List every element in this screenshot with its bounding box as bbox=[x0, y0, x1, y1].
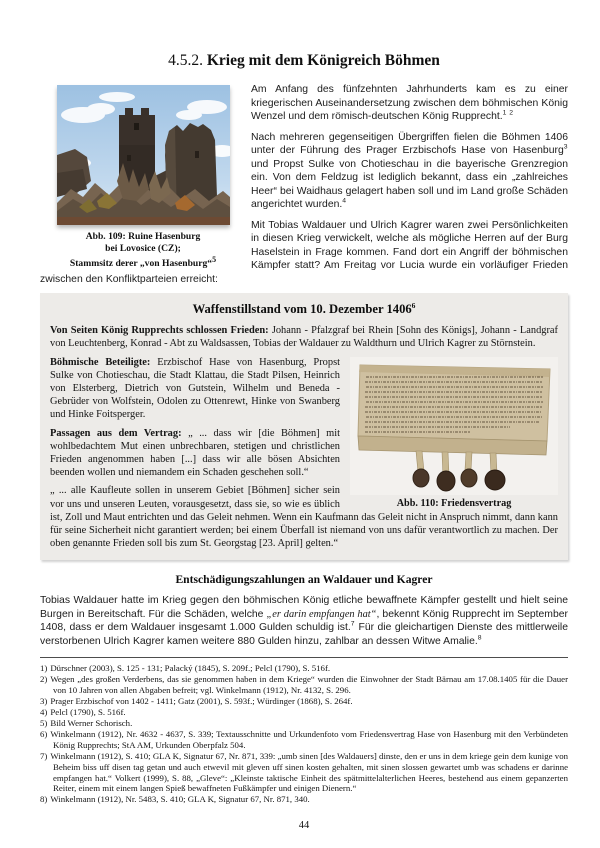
footnote-5 bbox=[40, 718, 568, 729]
caption-footnote-ref: 5 bbox=[212, 255, 217, 265]
section-number: 4.5.2. bbox=[168, 52, 203, 69]
parchment-charter-illustration bbox=[350, 357, 558, 495]
text-rupprecht-side: Johann - Pfalzgraf bei Rhein [Sohn des Königs], Johann - Landgraf von Leuchtenberg, Konrad - Abt zu Waldsassen, Tobias der Waldauer zu Waldthurn und Ulrich Kagrer zu Störnstein. bbox=[50, 325, 558, 350]
section-heading-compensation: Entschädigungszahlungen an Waldauer und Kagrer bbox=[175, 573, 433, 587]
lead-bohemian-side: Böhmische Beteiligte: bbox=[50, 356, 151, 368]
page-title bbox=[40, 52, 568, 70]
intro-2-text-b: und Propst Sulke von Chotieschau in die bayerische Grenzregion ein. Von dem Feldzug ist lediglich bekannt, dass ein „zahlreiches Heer“ bei Waidhaus gelagert haben soll und im Land große Schäden angerichtet wurden. bbox=[251, 158, 568, 210]
footnote-3-text: Prager Erzbischof von 1402 - 1411; Gatz (2001), S. 593f.; Würdinger (1868), S. 264f. bbox=[50, 696, 353, 707]
footnote-7-text: Winkelmann (1912), S. 410; GLA K, Signatur 67, Nr. 871, 339: „umb sinen [des Waldauers] dinste, den er uns in dem kriege gein dem kunige von Beheim biss uff disen tag getan und auch etwevil mit gleven uff sinen kosten gehalten, mit sinen slossen gewartet umb was schadens er darinne empfangen hat.“ Volkert (1999), S. 88, „Gleve“: „Kleinste taktische Einheit des spätmittelalterlichen Heeres, bestehend aus einem gepanzerten Reiter, einem mit einem langen Spieß bewaffneten Fußkämpfer und einigen Dienern.“ bbox=[50, 750, 568, 794]
footnote-4-number: 4) bbox=[40, 707, 48, 718]
footnote-3-number: 3) bbox=[40, 696, 48, 707]
caption-line-2: bei Lovosice (CZ); bbox=[105, 242, 181, 254]
footnote-7-number: 7) bbox=[40, 750, 48, 761]
footnote-7 bbox=[40, 751, 568, 795]
intro-2-text-a: Nach mehreren gegenseitigen Übergriffen fielen die Böhmen 1406 unter der Führung des Prager Erzbischofs Hase von Hasenburg bbox=[251, 131, 568, 156]
footnote-1 bbox=[40, 663, 568, 674]
footnote-4-text: Pelcl (1790), S. 516f. bbox=[50, 707, 126, 718]
footnote-8 bbox=[40, 794, 568, 805]
compensation-text-a: Tobias Waldauer hatte im Krieg gegen den böhmischen König etliche bewaffnete Kämpfer gestellt und hielt seine Burgen in Bereitschaft. Für die Schäden, welche bbox=[40, 595, 568, 620]
paragraph-intro-3: Mit Tobias Waldauer und Ulrich Kagrer waren zwei Persönlichkeiten in diesen Krieg verwickelt, welche als mögliche Herren auf der Burg Haselstein in Frage kommen. Fand dort ein Angriff der böhmischen Kämpfer statt? Am Freitag vor Lucia wurde ein vorläufiger Frieden zwischen den Konfliktparteien erreicht: bbox=[40, 219, 568, 285]
footnote-2-text: Wegen „des großen Verderbens, das sie genommen haben in dem Kriege“ wurden die Einwohner der Stadt Bärnau am 17.08.1405 für die Dauer von 10 Jahren von allen Abgaben befreit; vgl. Winkelmann (1912), Nr. 4132, S. 296. bbox=[50, 674, 568, 696]
footnote-ref-7: 7 bbox=[350, 620, 356, 628]
footnote-4 bbox=[40, 707, 568, 718]
compensation-quote-italic: „er darin empfangen hat“ bbox=[266, 608, 377, 620]
footnote-8-text: Winkelmann (1912), Nr. 5483, S. 410; GLA K, Signatur 67, Nr. 871, 340. bbox=[50, 794, 310, 805]
footnote-separator-rule bbox=[40, 657, 568, 658]
caption-line-1: Abb. 109: Ruine Hasenburg bbox=[85, 231, 201, 242]
footnote-6-number: 6) bbox=[40, 728, 48, 739]
text-treaty-passages: „ ... dass wir [die Böhmen] mit wohlbedachtem Mut einen unbrechbaren, stetigen und christlichen Frieden angenommen haben [...] dass wir alle bösen Absichten beenden wollen und niemandem ein Schaden geschehen soll.“ bbox=[50, 427, 341, 479]
footnote-3 bbox=[40, 696, 568, 707]
paragraph-rupprecht-side bbox=[50, 324, 558, 350]
paragraph-treaty-quote-2: „ ... alle Kaufleute sollen in unserem Gebiet [Böhmen] sicher sein vor uns und unseren Leuten, vorausgesetzt, dass sie, so wie es üblich ist, Zoll und Maut entrichten und das Geleit nehmen. Wenn ein Kaufmann das Geleit nicht in Anspruch nimmt, dann kann für seine Sicherheit nicht garantiert werden; bei einem Überfall ist niemand von uns dafür verantwortlich zu machen. Der oben genannte Frieden soll bis zum St. Georgstag [23. April] gelten.“ bbox=[50, 485, 558, 550]
footnote-8-number: 8) bbox=[40, 794, 48, 805]
intro-section bbox=[40, 83, 568, 286]
figure-ruine-hasenburg bbox=[48, 85, 238, 270]
friedensvertrag-photo bbox=[350, 357, 558, 495]
footnote-1-text: Dürschner (2003), S. 125 - 131; Palacký (1845), S. 209f.; Pelcl (1790), S. 516f. bbox=[50, 663, 331, 674]
castle-ruin-illustration bbox=[57, 85, 230, 225]
armistice-box-title bbox=[50, 301, 558, 317]
footnote-ref-3: 3 bbox=[563, 143, 568, 151]
armistice-box bbox=[40, 293, 568, 560]
lead-rupprecht-side: Von Seiten König Rupprechts schlossen Frieden: bbox=[50, 325, 269, 337]
footnote-6 bbox=[40, 729, 568, 751]
footnote-ref-6: 6 bbox=[411, 301, 416, 310]
footnotes-block bbox=[40, 663, 568, 805]
paragraph-compensation bbox=[40, 594, 568, 648]
footnote-2 bbox=[40, 674, 568, 696]
armistice-title-text: Waffenstillstand vom 10. Dezember 1406 bbox=[192, 302, 412, 317]
section-title-text: Krieg mit dem Königreich Böhmen bbox=[206, 52, 440, 69]
footnote-ref-1-2: 1 2 bbox=[502, 109, 514, 117]
ruine-hasenburg-photo bbox=[57, 85, 230, 225]
footnote-6-text: Winkelmann (1912), Nr. 4632 - 4637, S. 339; Textausschnitte und Urkundenfoto vom Friedensvertrag Hase von Hasenburg mit den Verbündeten König Rupprechts; StA AM, Urkunden Oberpfalz 504. bbox=[50, 728, 568, 750]
page-number: 44 bbox=[298, 820, 310, 832]
text-bohemian-side: Erzbischof Hase von Hasenburg, Propst Sulke von Chotieschau, die Stadt Klattau, die Stadt Pilsen, Heinrich von Elsterberg, Dietrich von Gutstein, Wilhelm und Beneda - Gebrüder von Wolfstein, Odolen zu Ottenrewt, Hinke von Swanberg und Hinke Foitsperger. bbox=[50, 356, 340, 421]
footnote-5-number: 5) bbox=[40, 717, 48, 728]
footnote-2-number: 2) bbox=[40, 674, 48, 685]
footnote-ref-4: 4 bbox=[342, 197, 347, 205]
compensation-text-b: , bekennt König Rupprecht im September 1408, dass er dem Waldauer insgesamt 1.000 Gulden schuldig ist. bbox=[40, 608, 568, 634]
compensation-text-c: Für die gleichartigen Dienste des mittlerweile verstorbenen Ulrich Kagrer kamen weitere 880 Gulden hinzu, zahlbar an dessen Witwe Amalie. bbox=[40, 622, 569, 647]
footnote-ref-8: 8 bbox=[477, 634, 483, 642]
intro-1-text: Am Anfang des fünfzehnten Jahrhunderts kam es zu einer kriegerischen Auseinandersetzung zwischen dem böhmischen König Wenzel und dem römisch-deutschen König Rupprecht. bbox=[251, 84, 568, 122]
figure-caption-abb109 bbox=[48, 231, 238, 270]
footnote-5-text: Bild Werner Schorisch. bbox=[50, 717, 133, 728]
footnote-1-number: 1) bbox=[40, 663, 48, 674]
figure-caption-abb110: Abb. 110: Friedensvertrag bbox=[396, 497, 512, 509]
caption-line-3: Stammsitz derer „von Hasenburg“ bbox=[69, 258, 213, 270]
figure-friedensvertrag bbox=[350, 357, 558, 509]
lead-treaty-passages: Passagen aus dem Vertrag: bbox=[50, 427, 182, 439]
